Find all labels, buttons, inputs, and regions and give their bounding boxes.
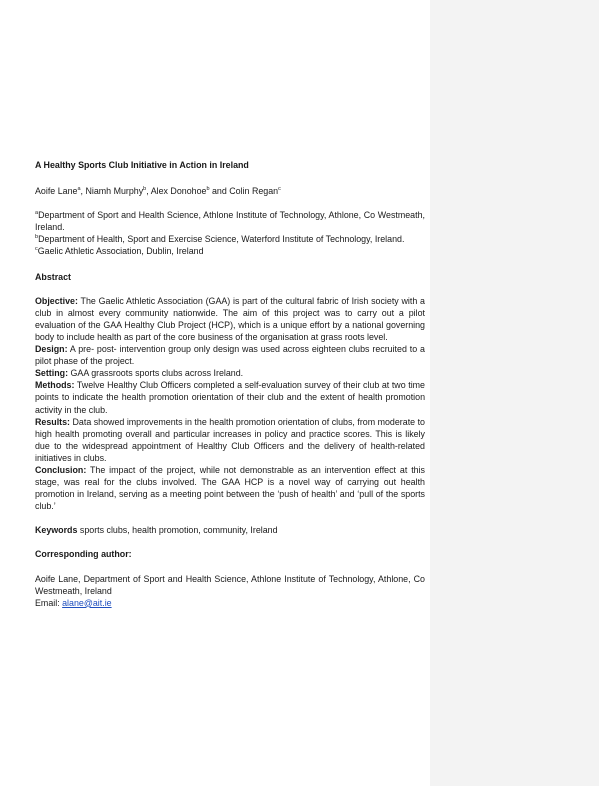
abstract-body <box>35 295 425 513</box>
section-label: Results: <box>35 416 71 427</box>
email-label: Email: <box>35 597 63 608</box>
section-text: GAA grassroots sports clubs across Ireland. <box>68 368 244 379</box>
affiliation-item <box>35 245 425 257</box>
keywords-label: Keywords <box>35 525 78 536</box>
section-text: The Gaelic Athletic Association (GAA) is part of the cultural fabric of Irish society with a club in almost every community nationwide. The aim of this project was to carry out a pilot evaluation of the GAA Healthy Club Project (HCP), which is a unique effort by a national governing body to include health as part of the core business of the organisation at grass roots level. <box>35 295 425 342</box>
author-name: Niamh Murphy <box>85 186 144 197</box>
section-label: Objective: <box>35 295 78 306</box>
abstract-design <box>35 343 425 367</box>
keywords-text: sports clubs, health promotion, community, Ireland <box>77 525 278 536</box>
abstract-results <box>35 416 425 464</box>
corresponding-author-heading: Corresponding author: <box>35 549 132 560</box>
section-label: Setting: <box>35 368 69 379</box>
comment-pane <box>430 0 599 786</box>
author-separator: , <box>146 186 151 197</box>
section-text: Twelve Healthy Club Officers completed a self-evaluation survey of their club at two time points to indicate the health promotion orientation of their club and the extent of health promotion activity in the club. <box>35 380 425 415</box>
author-affil-mark: c <box>278 186 281 193</box>
affiliation-text: Department of Sport and Health Science, Athlone Institute of Technology, Athlone, Co Westmeath, Ireland. <box>35 210 425 233</box>
author-affil-mark: b <box>143 186 147 193</box>
section-text: A pre- post- intervention group only design was used across eighteen clubs recruited to a pilot phase of the project. <box>35 344 425 367</box>
affiliation-mark: a <box>35 210 39 217</box>
affiliation-item <box>35 233 425 245</box>
paper-front-matter <box>35 159 425 609</box>
email-link[interactable]: alane@ait.ie <box>62 597 112 608</box>
author-affil-mark: b <box>206 186 210 193</box>
abstract-setting <box>35 367 425 379</box>
section-label: Methods: <box>35 380 75 391</box>
abstract-methods <box>35 379 425 415</box>
affiliation-mark: c <box>35 246 38 253</box>
keywords <box>35 524 425 536</box>
abstract-heading: Abstract <box>35 271 72 282</box>
author-separator: and <box>209 186 230 197</box>
corresponding-author-address: Aoife Lane, Department of Sport and Health Science, Athlone Institute of Technology, Athlone, Co Westmeath, Ireland <box>35 573 425 596</box>
author-name: Colin Regan <box>229 186 279 197</box>
affiliation-item <box>35 209 425 233</box>
abstract-objective <box>35 295 425 343</box>
affiliations <box>35 209 425 257</box>
affiliation-text: Department of Health, Sport and Exercise Science, Waterford Institute of Technology, Ireland. <box>38 234 405 245</box>
corresponding-author-email <box>35 597 425 609</box>
author-separator: , <box>80 186 86 197</box>
paper-title: A Healthy Sports Club Initiative in Action in Ireland <box>35 160 249 170</box>
author-name: Aoife Lane <box>35 186 78 197</box>
abstract-conclusion <box>35 464 425 512</box>
section-text: Data showed improvements in the health promotion orientation of clubs, from moderate to high health promoting overall and particular increases in policy and practice scores. This is likely due to the widespread appointment of Healthy Club Officers and the delivery of health-related initiatives in clubs. <box>35 416 425 463</box>
affiliation-text: Gaelic Athletic Association, Dublin, Ireland <box>37 246 204 257</box>
author-name: Alex Donohoe <box>150 186 207 197</box>
section-text: The impact of the project, while not demonstrable as an intervention effect at this stage, was real for the clubs involved. The GAA HCP is a novel way of carrying out health promotion in Ireland, serving as a meeting point between the ‘push of health’ and ‘pull of the sports club.’ <box>35 464 425 512</box>
affiliation-mark: b <box>35 234 39 241</box>
author-list <box>35 185 425 197</box>
author-affil-mark: a <box>77 186 81 193</box>
section-label: Design: <box>35 344 68 355</box>
section-label: Conclusion: <box>35 464 87 475</box>
